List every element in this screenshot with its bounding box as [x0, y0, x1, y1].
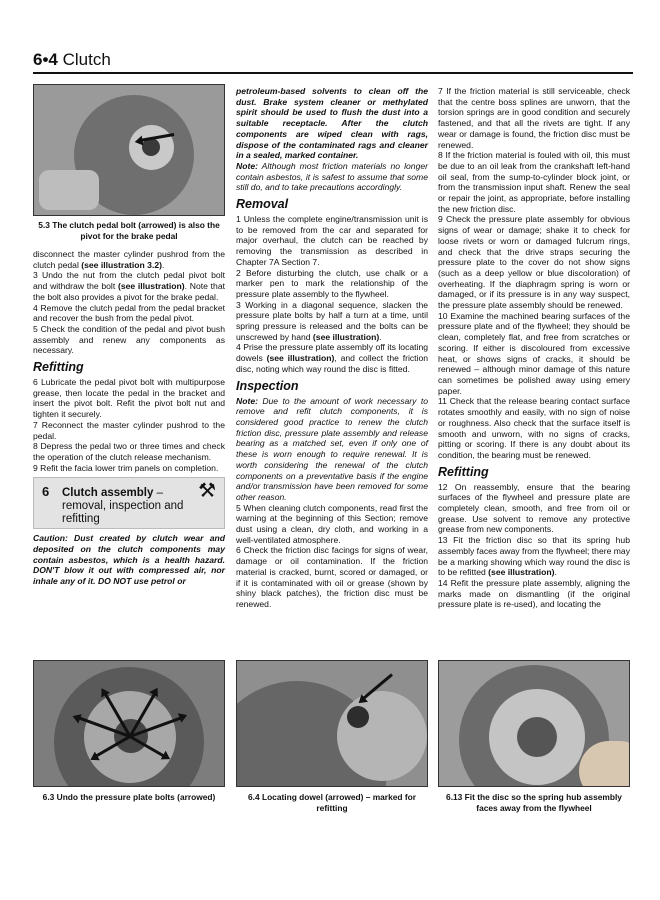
para-refit-14: 14 Refit the pressure plate assembly, aligning the marks made on dismantling (if the original pressure plate is re-used), and locating the [438, 577, 630, 610]
heading-removal: Removal [236, 197, 289, 212]
para-inspection-8: 8 If the friction material is fouled with oil, this must be due to an oil leak from the crankshaft left-hand oil seal, from the sump-to-cylinder block joint, or from the transmission input shaft. Renew the seal or repair the joint, as appropriate, before installing the new friction disc. [438, 150, 630, 214]
para-4: 4 Remove the clutch pedal from the pedal bracket and recover the bush from the pedal pivot. [33, 302, 225, 324]
section-number: 6•4 [33, 50, 58, 69]
para-inspection-5: 5 When cleaning clutch components, read first the warning at the beginning of this Section; remove dust using a clean, dry cloth, and working in a well-ventilated atmosphere. [236, 502, 428, 545]
note-asbestos: Note: Although most friction materials no longer contain asbestos, it is safest to assume that some still do, and to take precautions accordingly. [236, 160, 428, 193]
section-number-6: 6 [42, 484, 50, 500]
heading-refitting-2: Refitting [438, 464, 489, 479]
column-3 [438, 86, 630, 610]
para-9: 9 Refit the facia lower trim panels on completion. [33, 462, 219, 473]
photo-6-4 [236, 660, 428, 787]
heading-refitting: Refitting [33, 360, 84, 375]
section-6-box [33, 477, 225, 529]
page-header [33, 50, 111, 70]
para-8: 8 Depress the pedal two or three times and check the operation of the clutch release mechanism. [33, 441, 225, 462]
note-inspection: Note: Due to the amount of work necessary to remove and refit clutch components, it is considered good practice to renew the clutch friction disc, pressure plate assembly and release bearing as a matched set, even if only one of these is worn enough to require renewal. It is worth considering the renewal of the clutch components on a preventative basis if the engine and/or transmission have been removed for some other reason. [236, 395, 428, 502]
para-5: 5 Check the condition of the pedal and pivot bush assembly and renew any components as necessary. [33, 323, 225, 356]
column-2 [236, 86, 428, 610]
para-7: 7 Reconnect the master cylinder pushrod to the pedal. [33, 419, 225, 441]
caption-5-3: 5.3 The clutch pedal bolt (arrowed) is also the pivot for the brake pedal [38, 220, 220, 241]
para-removal-1: 1 Unless the complete engine/transmission unit is to be removed from the car and separated for major overhaul, the clutch can be reached by removing the transmission as described in Chapter 7A Section 7. [236, 214, 428, 267]
para-3: 3 Undo the nut from the clutch pedal pivot bolt and withdraw the bolt (see illustration). Note that the bolt also provides a pivot for the brake pedal. [33, 270, 225, 302]
para-removal-4: 4 Prise the pressure plate assembly off its locating dowels (see illustration), and collect the friction disc, noting which way round the disc is fitted. [236, 342, 429, 374]
caption-6-4: 6.4 Locating dowel (arrowed) – marked for refitting [247, 792, 416, 813]
para-refit-13: 13 Fit the friction disc so that its spring hub assembly faces away from the flywheel; there may be a marking showing which way round the disc is to be refitted (see illustration). [438, 535, 631, 578]
para-inspection-11: 11 Check that the release bearing contact surface rotates smoothly and easily, with no sign of noise or roughness. Also check that the surface itself is smooth and unworn, with no signs of cracks, pitting or scoring. If there is any doubt about its condition, the bearing must be renewed. [438, 396, 630, 460]
section-title: Clutch assembly – removal, inspection and refitting [62, 487, 184, 526]
photo-5-3 [33, 84, 225, 216]
caption-6-3: 6.3 Undo the pressure plate bolts (arrowed) [42, 792, 216, 802]
caption-6-13: 6.13 Fit the disc so the spring hub assembly faces away from the flywheel [446, 792, 622, 813]
para-removal-2: 2 Before disturbing the clutch, use chalk or a marker pen to mark the relationship of the pressure plate assembly to the flywheel. [236, 267, 428, 299]
para-6: 6 Lubricate the pedal pivot bolt with multipurpose grease, then locate the pedal in the bracket and insert the pivot bolt. Refit the pivot bolt nut and tighten it securely. [33, 377, 225, 420]
photo-6-3 [33, 660, 225, 787]
para-inspection-9: 9 Check the pressure plate assembly for obvious signs of wear or damage; shake it to check for loose rivets or worn or damaged fulcrum rings, and check that the drive straps securing the pressure plate to the cover do not show signs (such as a deep yellow or blue discoloration) of overheating. If the diaphragm spring is worn or damaged, or if its pressure is in any way suspect, the pressure plate assembly should be renewed. [438, 214, 630, 311]
heading-inspection: Inspection [236, 378, 299, 393]
para-inspection-7: 7 If the friction material is still serviceable, check that the centre boss splines are unworn, that the torsion springs are in good condition and securely fastened, and that all the rivets are tight. If any wear or damage is found, the friction disc must be renewed. [438, 86, 630, 150]
caution-text: Caution: Dust created by clutch wear and deposited on the clutch components may contain asbestos, which is a health hazard. DON'T blow it out with compressed air, nor inhale any of it. DO NOT use petrol or [33, 533, 225, 587]
para-disconnect: disconnect the master cylinder pushrod from the clutch pedal (see illustration 3.2). [33, 249, 225, 270]
para-inspection-6: 6 Check the friction disc facings for signs of wear, damage or oil contamination. If the friction material is cracked, burnt, scored or damaged, or if it is contaminated with oil or grease (shown by shiny black patches), the friction disc must be renewed. [236, 545, 428, 609]
para-refit-12: 12 On reassembly, ensure that the bearing surfaces of the flywheel and pressure plate are completely clean, smooth, and free from oil or grease. Use solvent to remove any protective grease from new components. [438, 481, 630, 535]
para-inspection-10: 10 Examine the machined bearing surfaces of the pressure plate and of the flywheel; they should be clean, completely flat, and free from scratches or scoring. If either is discoloured from excessive heat, or shows signs of cracks, it should be renewed – although minor damage of this nature can sometimes be polished away using emery paper. [438, 310, 630, 396]
header-rule [33, 72, 633, 74]
column-1 [33, 86, 225, 587]
photo-6-13 [438, 660, 630, 787]
wrench-tools-icon: ⚒ [198, 480, 216, 503]
para-solvents: petroleum-based solvents to clean off the dust. Brake system cleaner or methylated spirit should be used to flush the dust into a suitable receptacle. After the clutch components are wiped clean with rags, dispose of the contaminated rags and cleaner in a sealed, marked container. [236, 86, 428, 161]
chapter-title: Clutch [62, 50, 111, 69]
para-removal-3: 3 Working in a diagonal sequence, slacken the pressure plate bolts by half a turn at a time, until spring pressure is released and the bolts can be unscrewed by hand (see illustration). [236, 299, 428, 342]
